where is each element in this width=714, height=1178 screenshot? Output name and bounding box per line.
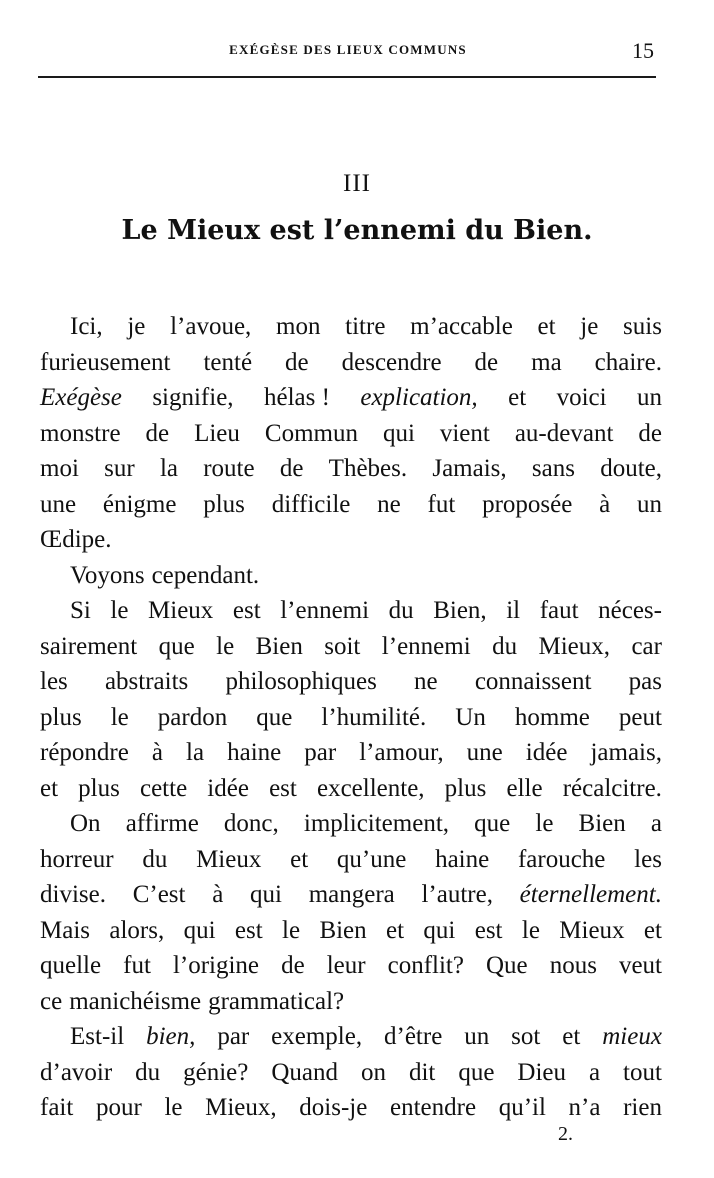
word: pour [95, 1094, 142, 1121]
word: de [638, 419, 662, 447]
word: farouche [517, 845, 606, 873]
word: pas [628, 668, 662, 695]
word: et [643, 916, 662, 944]
word: de [145, 419, 170, 447]
word: veut [618, 952, 662, 979]
word: le [521, 916, 540, 944]
word: un [464, 1023, 490, 1050]
word: l’origine [172, 952, 260, 979]
word: de [281, 952, 305, 979]
word: haine [227, 739, 282, 766]
word: leur [326, 952, 366, 979]
italic-word: éternellement. [519, 881, 662, 908]
word: le [110, 597, 129, 624]
word: proposée [482, 490, 573, 518]
word: doute, [600, 455, 662, 482]
word: signifie, [152, 384, 234, 411]
word: fut [427, 490, 456, 518]
word: donc, [223, 810, 279, 837]
word: Que [486, 952, 528, 979]
header-rule [38, 76, 656, 78]
word: fut [123, 952, 151, 979]
text-line [40, 877, 662, 913]
word: ce [40, 987, 63, 1015]
word: Lieu [194, 419, 240, 447]
word: alors, [109, 916, 165, 944]
word: le [282, 916, 301, 944]
word: idée [207, 774, 249, 802]
text-line [40, 416, 662, 452]
word: quelle [40, 952, 102, 979]
word: du [135, 1058, 161, 1086]
word: mangera [308, 881, 395, 908]
text-line [40, 345, 662, 381]
text-line [40, 451, 662, 487]
word: par [304, 739, 337, 766]
word: descendre [341, 348, 442, 376]
word: haine [435, 845, 490, 873]
word: plus [444, 774, 487, 802]
word: moi [40, 455, 79, 482]
italic-word: bien, [146, 1023, 196, 1050]
word: et [40, 774, 59, 802]
body-text [40, 309, 662, 1126]
text-line [40, 664, 662, 700]
word: l’humilité. [321, 703, 427, 731]
word: les [634, 845, 662, 873]
word: énigme [102, 490, 177, 518]
word: chaire. [594, 348, 662, 376]
word: Mieux, [205, 1094, 277, 1121]
word: de [279, 455, 304, 482]
text-line [40, 842, 662, 878]
word: du [142, 845, 168, 873]
word: Bien, [433, 597, 487, 624]
text-line [40, 593, 662, 629]
word: soit [324, 632, 361, 660]
word: grammatical? [208, 987, 345, 1015]
word: dit [408, 1058, 436, 1086]
word: est [232, 597, 261, 624]
word: à [599, 490, 611, 518]
word: qu’une [336, 845, 407, 873]
word: Est-il [70, 1023, 125, 1050]
word: je [580, 313, 599, 340]
word: du [388, 597, 414, 624]
word: suis [623, 313, 662, 340]
word: et [508, 384, 527, 411]
text-line [40, 984, 662, 1020]
word: un [636, 490, 662, 518]
word: elle [506, 774, 543, 802]
word: titre [345, 313, 386, 340]
word: voici [556, 384, 607, 411]
word: est [234, 916, 263, 944]
word: Mieux, [538, 632, 611, 660]
word: Thèbes. [328, 455, 408, 482]
word: Œdipe. [40, 526, 112, 553]
word: jamais, [590, 739, 662, 766]
text-line [40, 700, 662, 736]
text-line [40, 1090, 662, 1126]
italic-word: mieux [602, 1023, 662, 1050]
word: à [151, 739, 163, 766]
word: de [474, 348, 499, 376]
text-line [40, 522, 662, 558]
word: Mais [40, 916, 90, 944]
word: tenté [203, 348, 253, 376]
word: l’ennemi [381, 632, 471, 660]
word: philosophiques [225, 668, 377, 695]
word: faut [539, 597, 579, 624]
word: horreur [40, 845, 114, 873]
text-line [40, 1019, 662, 1055]
word: furieusement [40, 348, 171, 376]
word: Voyons [70, 561, 145, 589]
italic-word: explication, [360, 384, 478, 411]
page-number: 15 [632, 38, 654, 63]
word: une [40, 490, 77, 518]
word: a [650, 810, 662, 837]
word: un [637, 384, 662, 411]
word: implicitement, [303, 810, 450, 837]
word: sot [511, 1023, 541, 1050]
word: la [159, 455, 178, 482]
word: une [466, 739, 503, 766]
word: difficile [271, 490, 351, 518]
word: ne [377, 490, 401, 518]
word: abstraits [104, 668, 189, 695]
word: l’avoue, [170, 313, 252, 340]
word: d’être [384, 1023, 443, 1050]
word: a [588, 1058, 601, 1086]
word: de [285, 348, 309, 376]
word: m’accable [410, 313, 513, 340]
word: Commun [264, 419, 358, 447]
word: au-devant [514, 419, 614, 447]
word: les [40, 668, 68, 695]
word: exemple, [271, 1023, 363, 1050]
text-line [40, 309, 662, 345]
word: n’a [568, 1094, 601, 1121]
word: sans [531, 455, 575, 482]
word: le [110, 703, 129, 731]
word: et [537, 313, 556, 340]
word: idée [525, 739, 568, 766]
word: le [216, 632, 235, 660]
text-line [40, 735, 662, 771]
word: plus [78, 774, 120, 802]
word: On [70, 810, 101, 837]
word: récalcitre. [562, 774, 662, 802]
word: route [203, 455, 255, 482]
word: l’amour, [359, 739, 444, 766]
word: sairement [40, 632, 138, 660]
word: il [506, 597, 521, 624]
running-head [38, 38, 658, 68]
word: connaissent [474, 668, 592, 695]
word: la [186, 739, 205, 766]
word: homme [514, 703, 590, 731]
word: entendre [389, 1094, 477, 1121]
word: Mieux [148, 597, 214, 624]
word: à [212, 881, 224, 908]
word: ma [531, 348, 562, 376]
word: Bien [578, 810, 626, 837]
word: qui [183, 916, 216, 944]
word: et [290, 845, 309, 873]
word: affirme [125, 810, 199, 837]
word: qui [423, 916, 456, 944]
running-title: EXÉGÈSE DES LIEUX COMMUNS [229, 42, 467, 57]
word: génie? [183, 1058, 249, 1086]
text-line [40, 1055, 662, 1091]
text-line [40, 806, 662, 842]
word: dois-je [299, 1094, 368, 1121]
word: fait [40, 1094, 74, 1121]
word: cette [139, 774, 188, 802]
word: que [474, 810, 511, 837]
word: néces- [598, 597, 662, 624]
chapter-number: III [343, 170, 371, 197]
word: Quand [271, 1058, 338, 1086]
italic-word: Exégèse [40, 384, 122, 411]
word: que [158, 632, 195, 660]
word: conflit? [387, 952, 464, 979]
word: pardon [157, 703, 228, 731]
word: vient [439, 419, 490, 447]
word: mon [276, 313, 321, 340]
word: qui [250, 881, 282, 908]
word: monstre [40, 419, 121, 447]
word: Jamais, [432, 455, 507, 482]
word: l’autre, [421, 881, 493, 908]
word: je [127, 313, 146, 340]
word: Bien [255, 632, 303, 660]
text-line [40, 771, 662, 807]
word: Dieu [517, 1058, 566, 1086]
word: et [386, 916, 405, 944]
word: divise. [40, 881, 106, 908]
word: hélas ! [263, 384, 330, 411]
text-line [40, 380, 662, 416]
word: C’est [132, 881, 186, 908]
text-line [40, 913, 662, 949]
word: nous [549, 952, 597, 979]
word: cependant. [151, 561, 260, 589]
word: tout [623, 1058, 662, 1086]
word: excellente, [316, 774, 425, 802]
text-line [40, 629, 662, 665]
word: qui [382, 419, 415, 447]
word: Mieux [559, 916, 625, 944]
word: Un [455, 703, 486, 731]
word: est [269, 774, 297, 802]
word: et [562, 1023, 581, 1050]
word: que [256, 703, 293, 731]
word: est [474, 916, 503, 944]
signature-mark: 2. [558, 1123, 573, 1145]
word: le [164, 1094, 183, 1121]
chapter-title: Le Mieux est l’ennemi du Bien. [121, 215, 593, 246]
text-line [40, 948, 662, 984]
word: Ici, [70, 313, 103, 340]
word: rien [623, 1094, 662, 1121]
word: qu’il [498, 1094, 546, 1121]
word: manichéisme [69, 987, 202, 1015]
word: que [458, 1058, 495, 1086]
word: le [535, 810, 554, 837]
word: sur [104, 455, 135, 482]
word: on [360, 1058, 386, 1086]
word: du [492, 632, 518, 660]
text-line [40, 487, 662, 523]
word: Mieux [196, 845, 262, 873]
word: répondre [40, 739, 129, 766]
text-line [40, 558, 662, 594]
word: car [631, 632, 662, 660]
word: plus [203, 490, 245, 518]
word: ne [414, 668, 438, 695]
word: Bien [319, 916, 367, 944]
word: Si [70, 597, 91, 624]
word: peut [618, 703, 662, 731]
word: par [217, 1023, 250, 1050]
word: d’avoir [40, 1058, 113, 1086]
word: plus [40, 703, 82, 731]
word: l’ennemi [280, 597, 370, 624]
